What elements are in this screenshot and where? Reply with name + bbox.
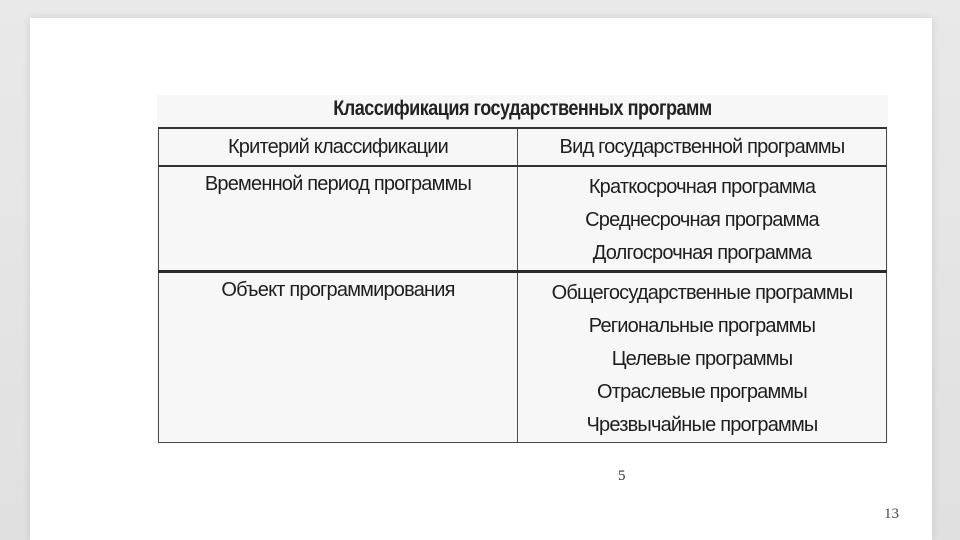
program-type: Отраслевые программы — [597, 381, 807, 403]
criterion-cell: Объект программирования — [159, 272, 518, 443]
classification-table — [158, 127, 887, 443]
source-page-number: 5 — [618, 468, 626, 484]
header-criterion: Критерий классификации — [159, 128, 518, 166]
program-types-cell — [518, 272, 887, 443]
header-program-type: Вид государственной программы — [518, 128, 887, 166]
table-title: Классификация государственных программ — [333, 97, 712, 120]
program-type: Общегосударственные программы — [551, 282, 853, 304]
scanned-table-image-top — [157, 66, 888, 95]
table-row — [159, 272, 887, 443]
table-row — [159, 166, 887, 272]
program-types-cell — [518, 166, 887, 272]
program-type: Краткосрочная программа — [588, 176, 816, 198]
program-type: Среднесрочная программа — [585, 209, 819, 231]
slide-number: 13 — [884, 506, 899, 522]
program-type: Долгосрочная программа — [592, 242, 812, 264]
criterion-cell: Временной период программы — [159, 166, 518, 272]
program-type: Региональные программы — [588, 315, 816, 337]
table-header-row — [159, 128, 887, 166]
program-type: Целевые программы — [611, 348, 793, 370]
program-type: Чрезвычайные программы — [586, 414, 818, 436]
